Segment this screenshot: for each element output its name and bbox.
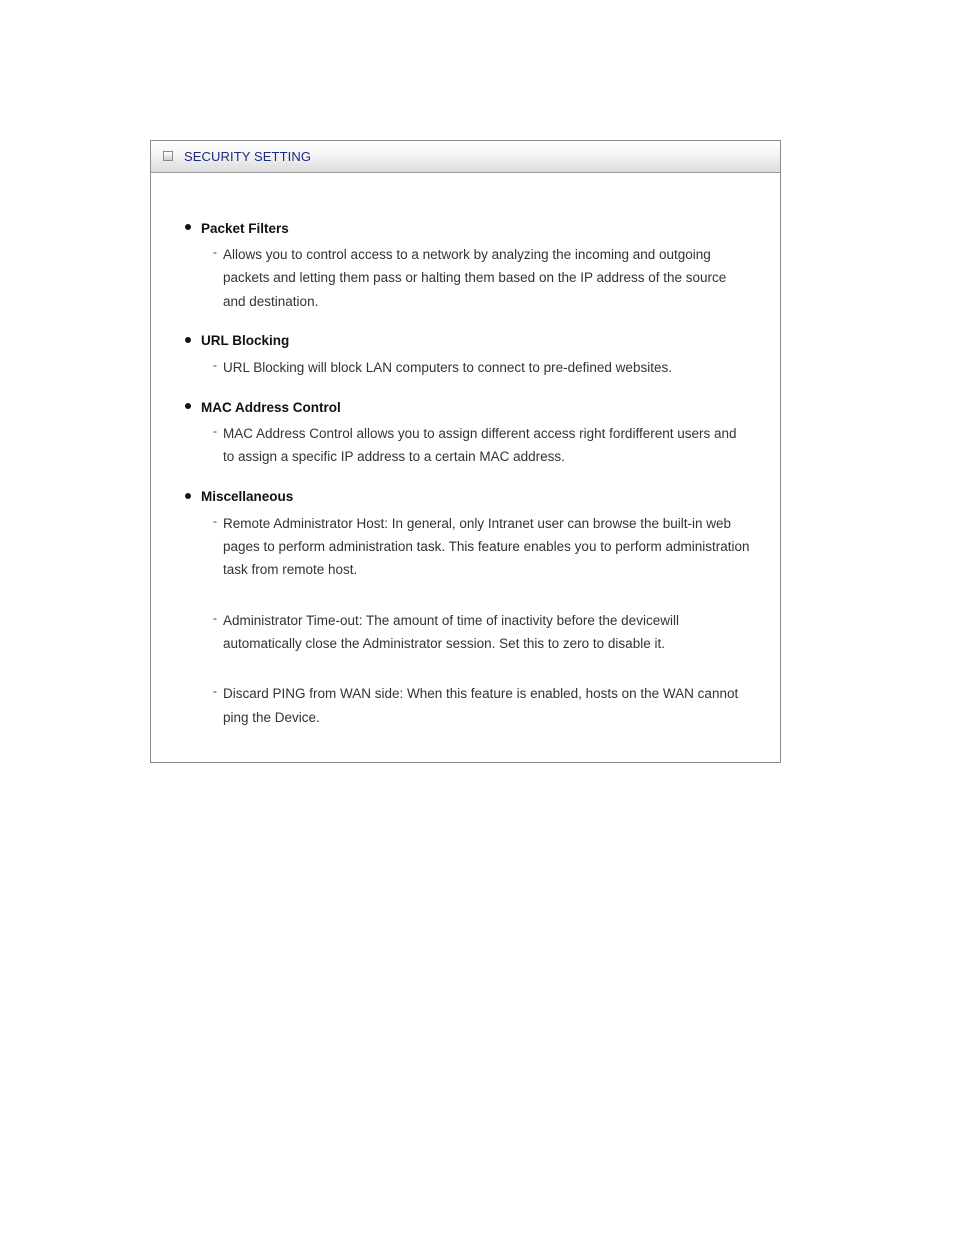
- dash-icon: -: [213, 684, 217, 699]
- panel-title: SECURITY SETTING: [184, 149, 312, 164]
- list-item: [213, 243, 750, 313]
- section-mac-address-control: [185, 398, 750, 469]
- dash-icon: -: [213, 513, 217, 528]
- security-setting-panel: [150, 140, 781, 763]
- dash-icon: -: [213, 424, 217, 439]
- section-heading: [185, 219, 750, 237]
- dash-icon: -: [213, 357, 217, 372]
- list-item: [213, 512, 750, 582]
- dash-icon: -: [213, 245, 217, 259]
- dash-icon: -: [213, 610, 217, 625]
- section-heading-text: Packet Filters: [201, 220, 289, 236]
- list-item: [213, 356, 750, 379]
- list-item: [213, 609, 750, 656]
- item-text: Allows you to control access to a network by analyzing the incoming and outgoing packets and letting them pass or halting them based on the IP address of the source and destination.: [223, 247, 727, 309]
- item-text: URL Blocking will block LAN computers to connect to pre-defined websites.: [223, 359, 672, 375]
- item-text: Remote Administrator Host: In general, only Intranet user can browse the built-in web pages to perform administration task. This feature enables you to perform administration task from remote host.: [223, 515, 750, 578]
- section-heading: [185, 332, 750, 350]
- section-heading-text: MAC Address Control: [201, 399, 341, 415]
- section-heading: [185, 488, 750, 506]
- section-miscellaneous: [185, 488, 750, 729]
- section-heading-text: Miscellaneous: [201, 489, 294, 505]
- section-heading: [185, 398, 750, 416]
- list-item: [213, 682, 750, 729]
- bullet-icon: [185, 224, 191, 230]
- section-packet-filters: [185, 219, 750, 313]
- item-text: MAC Address Control allows you to assign different access right fordifferent users and to assign a specific IP address to a certain MAC address.: [223, 426, 737, 465]
- section-url-blocking: [185, 332, 750, 379]
- item-text: Administrator Time-out: The amount of time of inactivity before the devicewill automatically close the Administrator session. Set this to zero to disable it.: [223, 612, 679, 651]
- list-item: [213, 422, 750, 469]
- checkbox-square-icon: [163, 151, 173, 161]
- bullet-icon: [185, 493, 191, 499]
- panel-header: [151, 141, 780, 173]
- bullet-icon: [185, 337, 191, 343]
- panel-body: [151, 173, 780, 729]
- item-text: Discard PING from WAN side: When this feature is enabled, hosts on the WAN cannot ping the Device.: [223, 686, 739, 725]
- bullet-icon: [185, 403, 191, 409]
- section-heading-text: URL Blocking: [201, 333, 290, 349]
